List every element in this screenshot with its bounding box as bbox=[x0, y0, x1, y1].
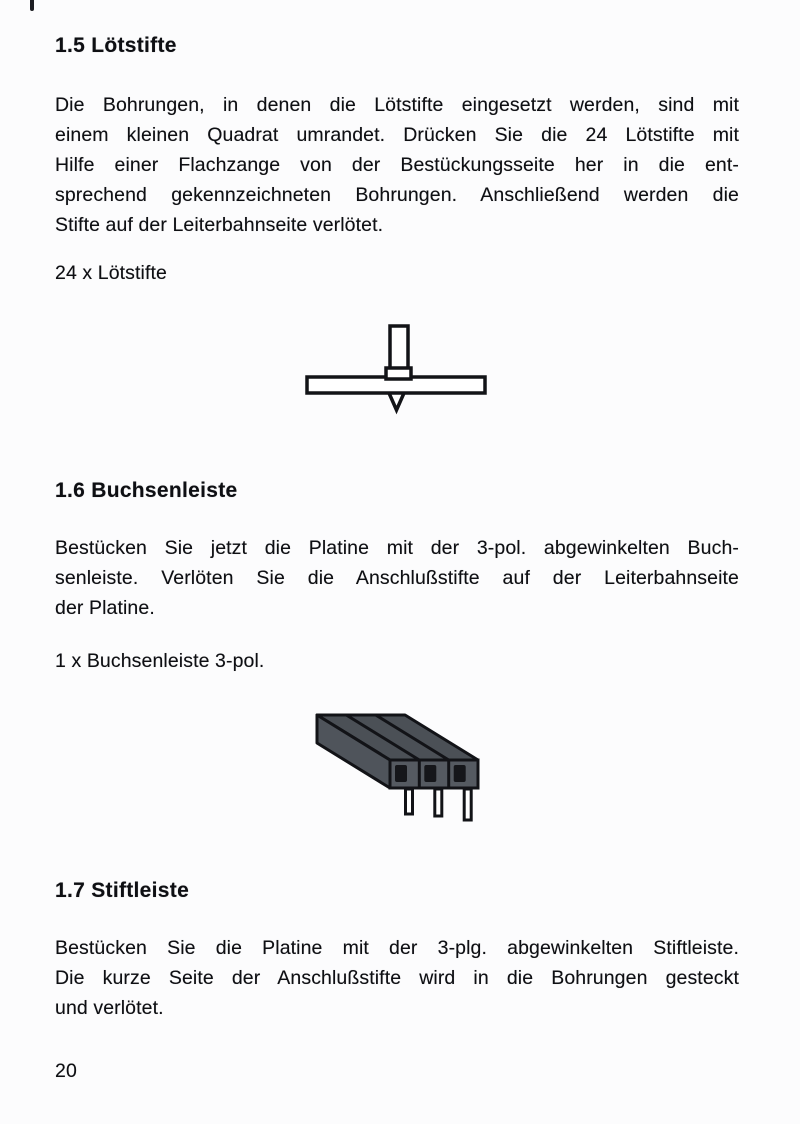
text-line: einem kleinen Quadrat umrandet. Drücken Sie die 24 Lötstifte mit bbox=[55, 124, 739, 146]
pin-shaft bbox=[390, 326, 408, 371]
solder-pin-figure bbox=[298, 316, 498, 416]
pin-flange bbox=[386, 368, 411, 379]
section-1-6-paragraph bbox=[55, 533, 739, 623]
scan-artifact-tick bbox=[30, 0, 34, 11]
solder-pin-diagram bbox=[298, 316, 498, 416]
section-heading-1-7: 1.7 Stiftleiste bbox=[55, 879, 190, 902]
text-line: senleiste. Verlöten Sie die Anschlußstifte auf der Leiterbahnseite bbox=[55, 567, 739, 589]
text-line: Die kurze Seite der Anschlußstifte wird in die Bohrungen gesteckt bbox=[55, 967, 739, 989]
text-line: Bestücken Sie die Platine mit der 3-plg. abgewinkelten Stiftleiste. bbox=[55, 937, 739, 959]
text-line: sprechend gekennzeichneten Bohrungen. Anschließend werden die bbox=[55, 184, 739, 206]
text-line: Die Bohrungen, in denen die Lötstifte eingesetzt werden, sind mit bbox=[55, 94, 739, 116]
pin-leg-1 bbox=[406, 789, 413, 814]
pin-leg-2 bbox=[435, 789, 442, 816]
text-line: Bestücken Sie jetzt die Platine mit der 3-pol. abgewinkelten Buch- bbox=[55, 537, 739, 559]
text-line: der Platine. bbox=[55, 597, 155, 619]
section-heading-1-6: 1.6 Buchsenleiste bbox=[55, 479, 238, 502]
pin-leg-3 bbox=[464, 789, 471, 820]
socket-strip-diagram bbox=[300, 700, 500, 840]
socket-hole-3 bbox=[454, 765, 466, 782]
page-number: 20 bbox=[55, 1060, 77, 1082]
text-line: Stifte auf der Leiterbahnseite verlötet. bbox=[55, 214, 384, 236]
socket-hole-1 bbox=[395, 765, 407, 782]
section-heading-1-5: 1.5 Lötstifte bbox=[55, 34, 177, 57]
quantity-label-loetstifte: 24 x Lötstifte bbox=[55, 262, 167, 284]
section-1-7-paragraph bbox=[55, 933, 739, 1023]
text-line: und verlötet. bbox=[55, 997, 164, 1019]
section-1-5-paragraph bbox=[55, 90, 739, 240]
quantity-label-buchsenleiste: 1 x Buchsenleiste 3-pol. bbox=[55, 650, 265, 672]
socket-hole-2 bbox=[424, 765, 436, 782]
socket-strip-figure bbox=[300, 700, 500, 840]
text-line: Hilfe einer Flachzange von der Bestückungsseite her in die ent- bbox=[55, 154, 739, 176]
